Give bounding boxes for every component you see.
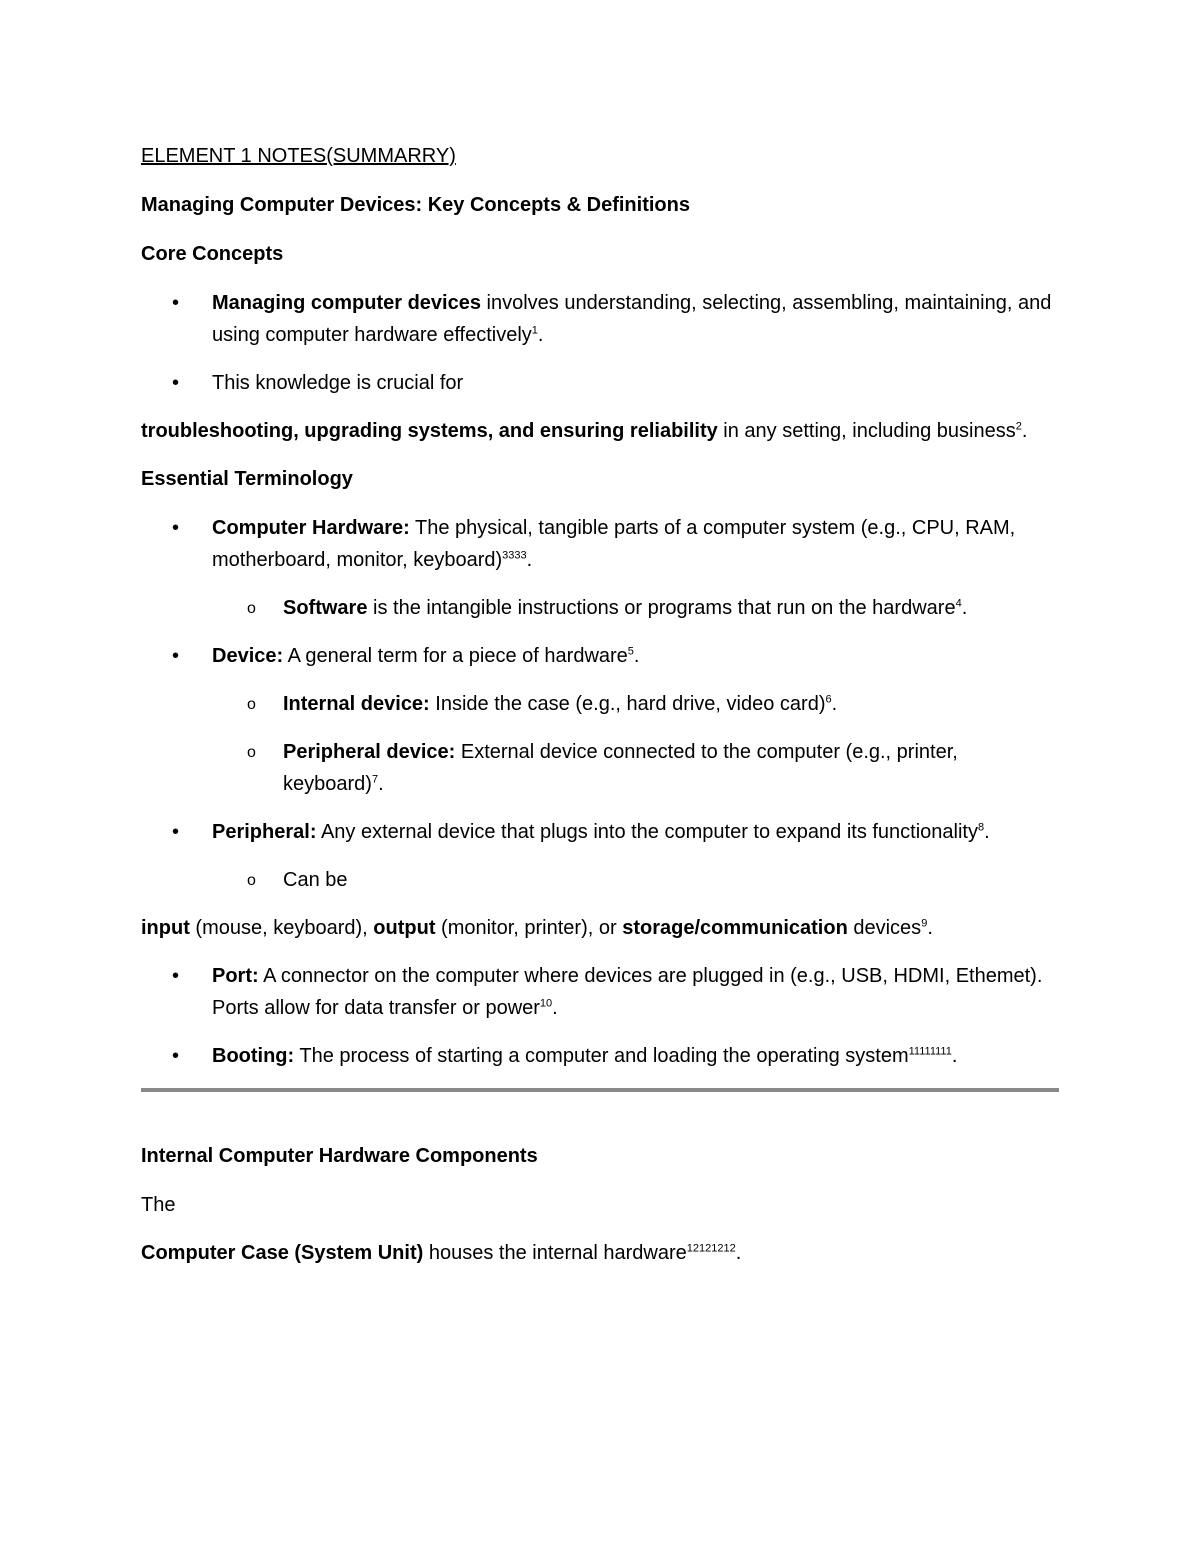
footnote-ref: 3333 bbox=[502, 549, 527, 562]
term-label: Booting: bbox=[212, 1045, 295, 1067]
sub-list-item bbox=[141, 688, 1059, 720]
footnote-ref: 4 bbox=[955, 597, 962, 610]
period: . bbox=[961, 597, 968, 619]
definition-text: Any external device that plugs into the computer to expand its functionality bbox=[316, 821, 978, 843]
item-text: Can be bbox=[283, 869, 348, 891]
circle-bullet-icon: o bbox=[247, 600, 256, 617]
emphasis-text: storage/communication bbox=[622, 917, 848, 939]
footnote-ref: 8 bbox=[978, 821, 985, 834]
footnote-ref: 5 bbox=[627, 645, 634, 658]
sub-list-item bbox=[141, 592, 1059, 624]
period: . bbox=[735, 1242, 742, 1264]
bullet-icon: • bbox=[172, 1045, 180, 1067]
list-item bbox=[141, 287, 1059, 351]
bullet-icon: • bbox=[172, 372, 180, 394]
circle-bullet-icon: o bbox=[247, 744, 256, 761]
footnote-ref: 11111111 bbox=[908, 1045, 952, 1058]
emphasis-text: input bbox=[141, 917, 190, 939]
term-label: Device: bbox=[212, 645, 284, 667]
period: . bbox=[378, 773, 384, 795]
sub-list-item bbox=[141, 736, 1059, 800]
footnote-ref: 7 bbox=[371, 773, 379, 786]
term-label: Internal device: bbox=[283, 693, 430, 715]
list-item bbox=[141, 367, 1059, 399]
period: . bbox=[951, 1045, 958, 1067]
paragraph bbox=[141, 912, 1059, 944]
circle-bullet-icon: o bbox=[247, 872, 256, 889]
item-text: This knowledge is crucial for bbox=[212, 372, 464, 394]
paragraph bbox=[141, 1237, 1059, 1269]
paragraph-text: (mouse, keyboard), bbox=[189, 917, 374, 939]
paragraph: The bbox=[141, 1194, 176, 1216]
internal-components-heading: Internal Computer Hardware Components bbox=[141, 1145, 538, 1167]
paragraph bbox=[141, 415, 1059, 447]
definition-text: A general term for a piece of hardware bbox=[283, 645, 628, 667]
bullet-icon: • bbox=[172, 821, 180, 843]
bullet-icon: • bbox=[172, 965, 180, 987]
bullet-icon: • bbox=[172, 645, 180, 667]
footnote-ref: 6 bbox=[825, 693, 832, 706]
definition-text: involves understanding, selecting, assembling, maintaining, and using computer hardware effectively bbox=[212, 292, 1052, 346]
circle-bullet-icon: o bbox=[247, 696, 256, 713]
period: . bbox=[552, 997, 558, 1019]
list-item bbox=[141, 512, 1059, 576]
definition-text: is the intangible instructions or programs that run on the hardware bbox=[367, 597, 956, 619]
term-label: Peripheral device: bbox=[283, 741, 456, 763]
emphasis-text: Computer Case (System Unit) bbox=[141, 1242, 424, 1264]
paragraph-text: (monitor, printer), or bbox=[435, 917, 623, 939]
term-label: Peripheral: bbox=[212, 821, 317, 843]
definition-text: The physical, tangible parts of a computer system (e.g., CPU, RAM, motherboard, monitor, keyboard) bbox=[212, 517, 1016, 571]
footnote-ref: 9 bbox=[921, 917, 928, 930]
period: . bbox=[927, 917, 933, 939]
bullet-icon: • bbox=[172, 517, 180, 539]
period: . bbox=[1021, 420, 1028, 442]
document-page bbox=[141, 140, 1059, 1285]
list-item bbox=[141, 816, 1059, 848]
term-label: Managing computer devices bbox=[212, 292, 481, 314]
bullet-icon: • bbox=[172, 292, 180, 314]
definition-text: The process of starting a computer and loading the operating system bbox=[294, 1045, 909, 1067]
period: . bbox=[984, 821, 990, 843]
paragraph-text: houses the internal hardware bbox=[423, 1242, 687, 1264]
footnote-ref: 2 bbox=[1015, 420, 1022, 433]
term-label: Software bbox=[283, 597, 368, 619]
horizontal-rule bbox=[141, 1088, 1059, 1092]
period: . bbox=[831, 693, 838, 715]
term-label: Port: bbox=[212, 965, 259, 987]
definition-text: Inside the case (e.g., hard drive, video card) bbox=[429, 693, 826, 715]
list-item bbox=[141, 640, 1059, 672]
footnote-ref: 12121212 bbox=[686, 1242, 736, 1255]
definition-text: External device connected to the computer (e.g., printer, keyboard) bbox=[283, 741, 958, 795]
footnote-ref: 1 bbox=[531, 324, 538, 337]
emphasis-text: troubleshooting, upgrading systems, and ensuring reliability bbox=[141, 420, 718, 442]
paragraph-text: in any setting, including business bbox=[717, 420, 1016, 442]
term-label: Computer Hardware: bbox=[212, 517, 410, 539]
sub-list-item bbox=[141, 864, 1059, 896]
core-concepts-heading: Core Concepts bbox=[141, 243, 284, 265]
paragraph-text: devices bbox=[847, 917, 922, 939]
period: . bbox=[526, 549, 533, 571]
list-item bbox=[141, 960, 1059, 1024]
emphasis-text: output bbox=[373, 917, 436, 939]
definition-text: A connector on the computer where devices are plugged in (e.g., USB, HDMI, Ethemet). Ports allow for data transfer or power bbox=[212, 965, 1043, 1019]
footnote-ref: 10 bbox=[539, 997, 553, 1010]
list-item bbox=[141, 1040, 1059, 1072]
terminology-heading: Essential Terminology bbox=[141, 468, 353, 490]
period: . bbox=[633, 645, 640, 667]
main-heading: Managing Computer Devices: Key Concepts & Definitions bbox=[141, 194, 690, 216]
document-title: ELEMENT 1 NOTES(SUMMARRY) bbox=[141, 145, 456, 167]
period: . bbox=[537, 324, 544, 346]
